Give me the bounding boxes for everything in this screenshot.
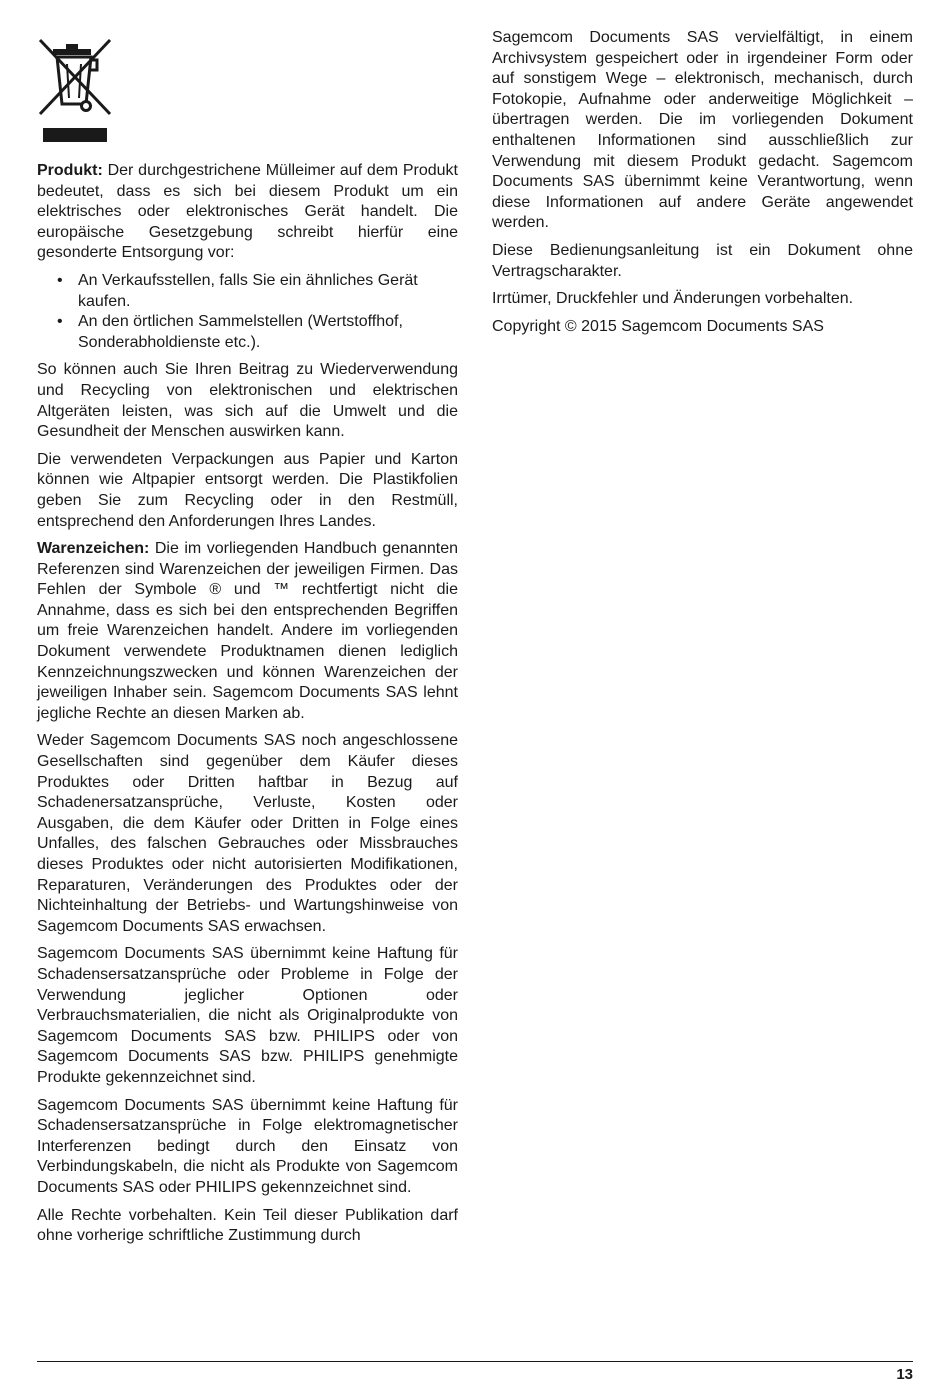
liability-paragraph: Weder Sagemcom Documents SAS noch angeschlossene Gesellschaften sind gegenüber dem Käufer dieses Produktes oder Dritten haftbar in Bezug auf Schadenersatzansprüche, Verluste, Kosten oder Ausgaben, die dem Käufer oder Dritten in Folge eines Unfalles, des falschen Gebrauches oder Missbrauches dieses Produktes oder nicht autorisierten Modifikationen, Reparaturen, Veränderungen des Produktes oder der Nichteinhaltung der Betriebs- und Wartungshinweise von Sagemcom Documents SAS erwachsen. [37,732,458,935]
contract-paragraph: Diese Bedienungsanleitung ist ein Dokument ohne Vertragscharakter. [492,241,913,280]
emi-paragraph: Sagemcom Documents SAS übernimmt keine Haftung für Schadensersatzansprüche in Folge elektromagnetischer Interferenzen bedingt durch den Einsatz von Verbindungskabeln, die nicht als Produkte von Sagemcom Documents SAS oder PHILIPS gekennzeichnet sind. [37,1096,458,1196]
list-item: • An den örtlichen Sammelstellen (Wertstoffhof, Sonderabholdienste etc.). [37,312,458,353]
errors-paragraph: Irrtümer, Druckfehler und Änderungen vorbehalten. [492,290,854,308]
disposal-list [37,271,458,353]
right-column [492,28,913,344]
left-column [37,161,458,1254]
warenzeichen-lead: Warenzeichen: [37,540,150,558]
produkt-lead: Produkt: [37,162,103,179]
accessories-paragraph: Sagemcom Documents SAS übernimmt keine Haftung für Schadensersatzansprüche oder Probleme in Folge der Verwendung jeglicher Optionen oder Verbrauchsmaterialien, die nicht als Originalprodukte von Sagemcom Documents SAS bzw. PHILIPS oder von Sagemcom Documents SAS bzw. PHILIPS genehmigte Produkte gekennzeichnet sind. [37,945,458,1086]
footer-rule [37,1361,913,1362]
page-number: 13 [896,1366,913,1383]
rights-paragraph-end: Sagemcom Documents SAS vervielfältigt, in einem Archivsystem gespeichert oder in irgendeiner Form oder auf sonstigem Wege – elektronisch, mechanisch, durch Fotokopie, Aufnahme oder anderweitige Möglichkeit – übertragen werden. Die im vorliegenden Dokument enthaltenen Informationen sind ausschließlich zur Verwendung mit diesem Produkt gedacht. Sagemcom Documents SAS übernimmt keine Verantwortung, wenn diese Informationen auf andere Geräte angewendet werden. [492,29,913,232]
warenzeichen-text: Die im vorliegenden Handbuch genannten Referenzen sind Warenzeichen der jeweiligen Firmen. Das Fehlen der Symbole ® und ™ rechtfertigt nicht die Annahme, dass es sich bei den entsprechenden Begriffen um freie Warenzeichen handelt. Andere im vorliegenden Dokument verwendete Produktnamen dienen lediglich Kennzeichnungszwecken und können Warenzeichen der jeweiligen Inhaber sein. Sagemcom Documents SAS lehnt jegliche Rechte an diesen Marken ab. [37,540,458,722]
warenzeichen-paragraph [37,539,458,724]
copyright-paragraph: Copyright © 2015 Sagemcom Documents SAS [492,317,824,335]
recycling-paragraph: So können auch Sie Ihren Beitrag zu Wiederverwendung und Recycling von elektronischen und elektrischen Altgeräten leisten, was sich auf die Umwelt und die Gesundheit der Menschen auswirken kann. [37,361,458,441]
crossed-out-wheelie-bin-icon [37,36,113,146]
rights-paragraph-start: Alle Rechte vorbehalten. Kein Teil dieser Publikation darf ohne vorherige schriftliche Zustimmung durch [37,1206,458,1245]
packaging-paragraph: Die verwendeten Verpackungen aus Papier und Karton können wie Altpapier entsorgt werden. Die Plastikfolien geben Sie zum Recycling oder in den Restmüll, entsprechend den Anforderungen Ihres Landes. [37,450,458,530]
produkt-paragraph [37,161,458,264]
produkt-text: Der durchgestrichene Mülleimer auf dem Produkt bedeutet, dass es sich bei diesem Produkt um ein elektrisches oder elektronisches Gerät handelt. Die europäische Gesetzgebung schreibt hierfür eine gesonderte Entsorgung vor: [37,162,458,262]
list-item: • An Verkaufsstellen, falls Sie ein ähnliches Gerät kaufen. [37,271,458,312]
